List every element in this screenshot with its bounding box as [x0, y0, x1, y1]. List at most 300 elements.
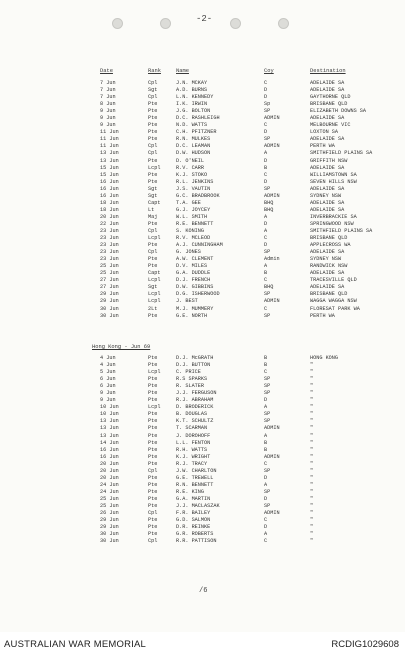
row-name: R.V. CARR [176, 164, 205, 171]
row-date: 13 Jun [100, 157, 119, 164]
row-rank: Cpl [148, 249, 158, 256]
row-name: G.R. ROBERTS [176, 531, 214, 538]
table-row [92, 313, 392, 320]
row-rank: Pte [148, 101, 158, 108]
row-rank: Sgt [148, 185, 158, 192]
row-destination: " [310, 453, 314, 460]
row-destination: " [310, 369, 314, 376]
row-coy: BHQ [264, 284, 274, 291]
hong-kong-postings-list [92, 355, 392, 545]
row-coy: A [264, 263, 268, 270]
row-destination: RANDWICK NSW [310, 263, 348, 270]
row-rank: Lcpl [148, 298, 161, 305]
row-name: C. PRICE [176, 369, 201, 376]
row-rank: Pte [148, 425, 158, 432]
table-row [92, 179, 392, 186]
row-name: R.H. WATTS [176, 446, 208, 453]
row-coy: SP [264, 136, 271, 143]
row-rank: Capt [148, 270, 161, 277]
table-row [92, 129, 392, 136]
table-row [92, 383, 392, 390]
row-rank: Pte [148, 446, 158, 453]
table-row [92, 454, 392, 461]
row-date: 11 Jun [100, 136, 119, 143]
row-name: W.L. SMITH [176, 213, 208, 220]
row-coy: SP [264, 376, 271, 383]
row-destination: " [310, 474, 314, 481]
record-id: RCDIG1029608 [331, 639, 399, 650]
row-coy: BHQ [264, 199, 274, 206]
row-rank: Pte [148, 524, 158, 531]
row-name: D.C. RASHLEIGH [176, 115, 220, 122]
row-rank: Pte [148, 157, 158, 164]
row-name: F.R. BAILEY [176, 510, 211, 517]
row-date: 6 Jun [100, 383, 116, 390]
row-destination: " [310, 502, 314, 509]
row-coy: A [264, 432, 268, 439]
row-date: 20 Jun [100, 213, 119, 220]
row-coy: Sp [264, 101, 271, 108]
table-row [92, 390, 392, 397]
row-rank: Cpl [148, 150, 158, 157]
row-destination: BRISBANE QLD [310, 235, 348, 242]
row-name: D.R. REINKE [176, 524, 211, 531]
row-name: R.J. ABRAHAM [176, 397, 214, 404]
table-row [92, 172, 392, 179]
row-coy: A [264, 531, 268, 538]
row-date: 30 Jun [100, 531, 119, 538]
table-row [92, 221, 392, 228]
row-coy: D [264, 242, 268, 249]
row-date: 6 Jun [100, 376, 116, 383]
row-date: 8 Jun [100, 101, 116, 108]
row-rank: Cpl [148, 510, 158, 517]
row-date: 18 Jun [100, 199, 119, 206]
row-date: 10 Jun [100, 404, 119, 411]
row-date: 13 Jun [100, 150, 119, 157]
row-date: 30 Jun [100, 312, 119, 319]
row-name: D.W. GIBBINS [176, 284, 214, 291]
row-destination: " [310, 432, 314, 439]
row-date: 27 Jun [100, 284, 119, 291]
row-destination: SYDNEY NSW [310, 192, 342, 199]
row-date: 16 Jun [100, 192, 119, 199]
table-row [92, 108, 392, 115]
table-row [92, 524, 392, 531]
row-rank: Sgt [148, 192, 158, 199]
table-row [92, 433, 392, 440]
row-rank: Pte [148, 453, 158, 460]
row-coy: D [264, 220, 268, 227]
row-destination: " [310, 390, 314, 397]
row-rank: Pte [148, 312, 158, 319]
row-date: 25 Jun [100, 502, 119, 509]
row-name: T. SCARMAN [176, 425, 208, 432]
row-name: G.E. TREWELL [176, 474, 214, 481]
row-name: R.N. BENNETT [176, 481, 214, 488]
row-coy: C [264, 80, 268, 86]
row-destination: " [310, 376, 314, 383]
row-destination: " [310, 510, 314, 517]
table-row [92, 355, 392, 362]
row-coy: C [264, 369, 268, 376]
table-row [92, 150, 392, 157]
row-date: 13 Jun [100, 432, 119, 439]
row-destination: " [310, 404, 314, 411]
row-rank: Cpl [148, 80, 158, 86]
row-destination: ADELAIDE SA [310, 80, 345, 86]
row-rank: Pte [148, 460, 158, 467]
row-destination: BRISBANE QLD [310, 101, 348, 108]
row-name: R.V. MCLEOD [176, 235, 211, 242]
row-coy: D [264, 178, 268, 185]
row-rank: Lcpl [148, 164, 161, 171]
row-date: 4 Jun [100, 362, 116, 369]
row-date: 7 Jun [100, 87, 116, 94]
table-row [92, 214, 392, 221]
table-row [92, 404, 392, 411]
row-name: K.J. WRIGHT [176, 453, 211, 460]
row-coy: A [264, 481, 268, 488]
row-name: G. JONES [176, 249, 201, 256]
row-coy: D [264, 87, 268, 94]
table-row [92, 256, 392, 263]
punch-hole [278, 18, 289, 29]
row-name: J.J. MACLASZAK [176, 502, 220, 509]
table-row [92, 496, 392, 503]
row-coy: D [264, 495, 268, 502]
table-header [92, 68, 392, 78]
row-date: 24 Jun [100, 488, 119, 495]
row-name: J. BEST [176, 298, 198, 305]
row-destination: MELBOURNE VIC [310, 122, 351, 129]
table-row [92, 538, 392, 545]
row-coy: D [264, 94, 268, 101]
row-destination: APPLECROSS WA [310, 242, 351, 249]
table-row [92, 397, 392, 404]
header-name: Name [176, 68, 189, 74]
row-coy: D [264, 524, 268, 531]
row-rank: Pte [148, 115, 158, 122]
table-row [92, 517, 392, 524]
row-rank: Pte [148, 390, 158, 397]
row-destination: ADELAIDE SA [310, 164, 345, 171]
row-name: L.N. KENNEDY [176, 94, 214, 101]
row-date: 11 Jun [100, 143, 119, 150]
row-coy: C [264, 122, 268, 129]
row-date: 23 Jun [100, 227, 119, 234]
row-rank: Pte [148, 474, 158, 481]
table-row [92, 94, 392, 101]
row-name: R.J. TRACY [176, 460, 208, 467]
row-rank: Cpl [148, 94, 158, 101]
table-row [92, 376, 392, 383]
row-name: C.H. PFITZNER [176, 129, 217, 136]
table-row [92, 122, 392, 129]
row-destination: " [310, 439, 314, 446]
row-destination: " [310, 481, 314, 488]
table-row [92, 298, 392, 305]
row-destination: SMITHFIELD PLAINS SA [310, 227, 373, 234]
row-destination: ADELAIDE SA [310, 115, 345, 122]
table-row [92, 362, 392, 369]
row-destination: HONG KONG [310, 355, 339, 361]
row-coy: C [264, 277, 268, 284]
row-date: 16 Jun [100, 453, 119, 460]
row-destination: ADELAIDE SA [310, 199, 345, 206]
row-coy: D [264, 129, 268, 136]
row-name: K.J. STOKO [176, 171, 208, 178]
table-row [92, 270, 392, 277]
row-rank: Pte [148, 481, 158, 488]
row-name: R.S SPARKS [176, 376, 208, 383]
row-destination: ADELAIDE SA [310, 87, 345, 94]
table-row [92, 193, 392, 200]
row-destination: ADELAIDE SA [310, 270, 345, 277]
row-date: 29 Jun [100, 291, 119, 298]
row-name: S. KONING [176, 227, 205, 234]
row-destination: " [310, 418, 314, 425]
row-name: G.A. DUDDLE [176, 270, 211, 277]
row-rank: Pte [148, 397, 158, 404]
table-row [92, 136, 392, 143]
row-rank: Sgt [148, 284, 158, 291]
row-date: 9 Jun [100, 122, 116, 129]
row-coy: ADMIN [264, 192, 280, 199]
row-rank: Cpl [148, 143, 158, 150]
row-coy: B [264, 355, 268, 361]
row-name: G.C. BRADBROOK [176, 192, 220, 199]
table-row [92, 277, 392, 284]
row-name: L.L. FENTON [176, 439, 211, 446]
row-coy: SP [264, 291, 271, 298]
australia-postings-list [92, 80, 392, 320]
row-date: 24 Jun [100, 481, 119, 488]
row-name: B. DOUGLAS [176, 411, 208, 418]
row-name: R.E. BENNETT [176, 220, 214, 227]
row-coy: A [264, 150, 268, 157]
row-rank: Cpl [148, 227, 158, 234]
row-coy: C [264, 460, 268, 467]
row-rank: Pte [148, 418, 158, 425]
row-date: 9 Jun [100, 390, 116, 397]
row-name: K.T. SCHULTZ [176, 418, 214, 425]
page-number-bottom: /6 [199, 587, 208, 595]
row-date: 20 Jun [100, 474, 119, 481]
row-coy: C [264, 538, 268, 545]
row-destination: PERTH WA [310, 143, 335, 150]
row-destination: " [310, 446, 314, 453]
row-destination: WILLIAMSTOWN SA [310, 171, 357, 178]
row-date: 27 Jun [100, 277, 119, 284]
row-name: R.R. PATTISON [176, 538, 217, 545]
row-rank: Pte [148, 517, 158, 524]
row-coy: B [264, 164, 268, 171]
row-rank: Pte [148, 362, 158, 369]
row-name: G.J. JOYCEY [176, 206, 211, 213]
row-coy: B [264, 446, 268, 453]
row-destination: ADELAIDE SA [310, 206, 345, 213]
row-date: 5 Jun [100, 369, 116, 376]
table-row [92, 115, 392, 122]
row-name: D. O'NEIL [176, 157, 205, 164]
row-destination: " [310, 362, 314, 369]
row-name: D. BRODERICK [176, 404, 214, 411]
row-coy: ADMIN [264, 298, 280, 305]
table-row [92, 284, 392, 291]
row-name: J.W. CHARLTON [176, 467, 217, 474]
row-coy: ADMIN [264, 143, 280, 150]
row-destination: " [310, 517, 314, 524]
row-destination: ADELAIDE SA [310, 249, 345, 256]
punch-hole [230, 18, 241, 29]
row-coy: SP [264, 502, 271, 509]
row-coy: SP [264, 312, 271, 319]
row-date: 29 Jun [100, 524, 119, 531]
punch-hole [160, 18, 171, 29]
table-row [92, 503, 392, 510]
row-name: R.E. KING [176, 488, 205, 495]
row-coy: BHQ [264, 206, 274, 213]
row-coy: C [264, 235, 268, 242]
row-rank: Capt [148, 199, 161, 206]
row-name: D.C. LEAMAN [176, 143, 211, 150]
row-rank: Pte [148, 355, 158, 361]
row-date: 26 Jun [100, 510, 119, 517]
row-coy: SP [264, 108, 271, 115]
row-destination: " [310, 495, 314, 502]
row-coy: SP [264, 249, 271, 256]
row-destination: ADELAIDE SA [310, 185, 345, 192]
row-rank: Lcpl [148, 291, 161, 298]
table-row [92, 418, 392, 425]
row-coy: B [264, 439, 268, 446]
row-destination: SPRINGWOOD NSW [310, 220, 354, 227]
row-date: 25 Jun [100, 263, 119, 270]
row-destination: " [310, 524, 314, 531]
row-rank: Pte [148, 129, 158, 136]
row-coy: ADMIN [264, 510, 280, 517]
row-date: 4 Jun [100, 355, 116, 361]
row-name: A.J. CUNNINGHAM [176, 242, 223, 249]
row-destination: " [310, 460, 314, 467]
row-date: 7 Jun [100, 94, 116, 101]
table-row [92, 228, 392, 235]
header-rank: Rank [148, 68, 161, 74]
row-destination: SMITHFIELD PLAINS SA [310, 150, 373, 157]
row-rank: Pte [148, 178, 158, 185]
row-rank: Pte [148, 432, 158, 439]
row-name: D.J. BUTTON [176, 362, 211, 369]
row-name: G.D. SALMON [176, 517, 211, 524]
row-name: G.E. NORTH [176, 312, 208, 319]
row-date: 18 Jun [100, 206, 119, 213]
table-row [92, 249, 392, 256]
table-row [92, 306, 392, 313]
row-destination: GAYTHORNE QLD [310, 94, 351, 101]
row-date: 15 Jun [100, 164, 119, 171]
table-row [92, 482, 392, 489]
table-row [92, 263, 392, 270]
row-rank: Pte [148, 376, 158, 383]
table-row [92, 101, 392, 108]
row-name: M.J. MUMMERY [176, 305, 214, 312]
row-coy: ADMIN [264, 115, 280, 122]
row-coy: SP [264, 390, 271, 397]
row-rank: Lt [148, 206, 155, 213]
table-row [92, 440, 392, 447]
row-rank: Pte [148, 531, 158, 538]
row-rank: Pte [148, 242, 158, 249]
row-rank: Cpl [148, 467, 158, 474]
row-date: 23 Jun [100, 256, 119, 263]
table-row [92, 242, 392, 249]
row-date: 9 Jun [100, 108, 116, 115]
row-date: 9 Jun [100, 115, 116, 122]
row-rank: Lcpl [148, 277, 161, 284]
row-name: R.N. MULKES [176, 136, 211, 143]
row-date: 20 Jun [100, 467, 119, 474]
row-coy: A [264, 227, 268, 234]
row-rank: Sgt [148, 87, 158, 94]
row-date: 23 Jun [100, 242, 119, 249]
row-destination: SYDNEY NSW [310, 256, 342, 263]
row-date: 23 Jun [100, 235, 119, 242]
row-rank: Pte [148, 263, 158, 270]
row-destination: FLORESAT PARK WA [310, 305, 360, 312]
row-rank: Lcpl [148, 369, 161, 376]
row-destination: ADELAIDE SA [310, 284, 345, 291]
row-coy: D [264, 397, 268, 404]
row-coy: C [264, 517, 268, 524]
row-rank: Pte [148, 411, 158, 418]
table-row [92, 143, 392, 150]
table-row [92, 158, 392, 165]
row-name: A.D. BURNS [176, 87, 208, 94]
row-date: 13 Jun [100, 418, 119, 425]
row-name: A.W. CLEMENT [176, 256, 214, 263]
archive-footer-bar [0, 632, 405, 654]
row-date: 29 Jun [100, 298, 119, 305]
table-row [92, 165, 392, 172]
row-rank: Pte [148, 171, 158, 178]
row-name: N.D. WATTS [176, 122, 208, 129]
row-coy: B [264, 270, 268, 277]
table-row [92, 461, 392, 468]
row-rank: Pte [148, 122, 158, 129]
table-row [92, 425, 392, 432]
row-destination: " [310, 467, 314, 474]
row-destination: " [310, 425, 314, 432]
table-row [92, 411, 392, 418]
row-name: J.G. BOLTON [176, 108, 211, 115]
row-date: 20 Jun [100, 460, 119, 467]
row-date: 23 Jun [100, 249, 119, 256]
row-rank: Pte [148, 439, 158, 446]
row-coy: SP [264, 488, 271, 495]
row-coy: ADMIN [264, 453, 280, 460]
row-date: 29 Jun [100, 517, 119, 524]
row-name: J.S. VAUTIN [176, 185, 211, 192]
row-rank: Pte [148, 136, 158, 143]
row-rank: Pte [148, 220, 158, 227]
table-row [92, 475, 392, 482]
row-destination: BRISBANE QLD [310, 291, 348, 298]
row-name: T.A. GEE [176, 199, 201, 206]
row-destination: ELIZABETH DOWNS SA [310, 108, 367, 115]
row-rank: Cpl [148, 538, 158, 545]
row-coy: ADMIN [264, 425, 280, 432]
